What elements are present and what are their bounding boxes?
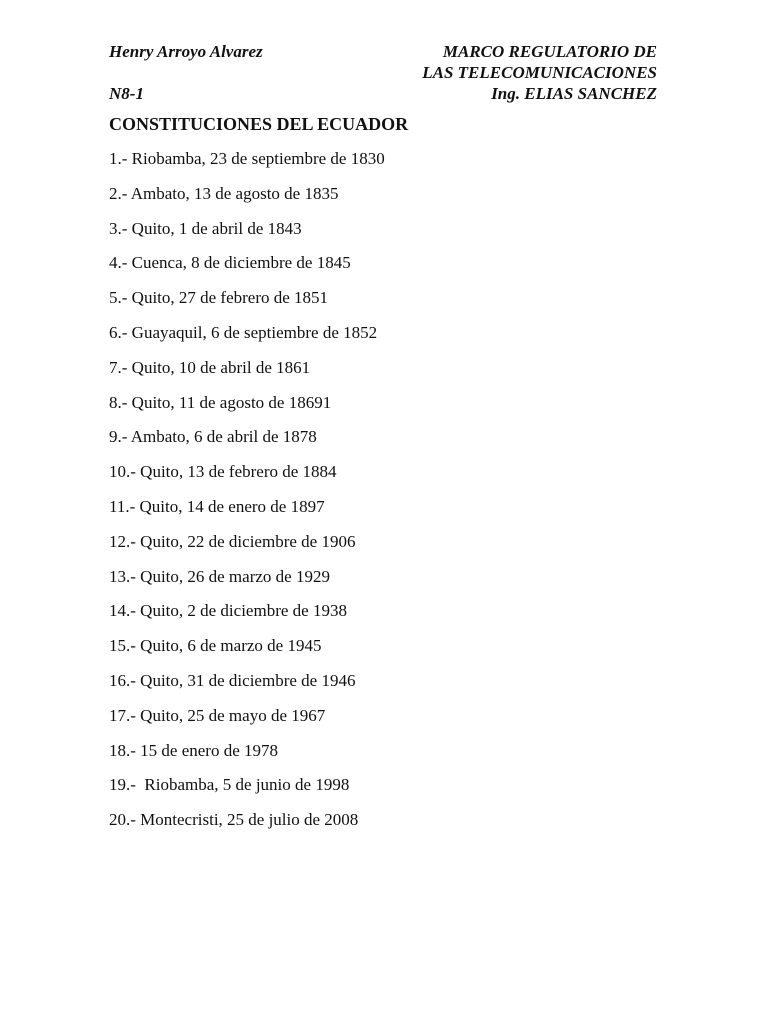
author-name: Henry Arroyo Alvarez (109, 42, 263, 61)
list-item: 14.- Quito, 2 de diciembre de 1938 (109, 601, 347, 621)
list-item: 6.- Guayaquil, 6 de septiembre de 1852 (109, 322, 378, 342)
course-header (422, 41, 657, 104)
document-code: N8-1 (109, 84, 144, 103)
document-title: CONSTITUCIONES DEL ECUADOR (109, 114, 409, 134)
course-title-line-2: LAS TELECOMUNICACIONES (422, 63, 657, 82)
constitutions-list (109, 148, 385, 844)
list-item: 13.- Quito, 26 de marzo de 1929 (109, 566, 330, 586)
list-item: 5.- Quito, 27 de febrero de 1851 (109, 288, 329, 308)
list-item: 20.- Montecristi, 25 de julio de 2008 (109, 810, 359, 830)
list-item: 3.- Quito, 1 de abril de 1843 (109, 218, 302, 238)
list-item: 8.- Quito, 11 de agosto de 18691 (109, 392, 332, 412)
list-item: 2.- Ambato, 13 de agosto de 1835 (109, 183, 339, 203)
course-title-line-1: MARCO REGULATORIO DE (442, 42, 657, 61)
instructor-name: Ing. ELIAS SANCHEZ (491, 84, 657, 103)
list-item: 19.- Riobamba, 5 de junio de 1998 (109, 775, 350, 795)
list-item: 17.- Quito, 25 de mayo de 1967 (109, 705, 326, 725)
list-item: 7.- Quito, 10 de abril de 1861 (109, 357, 311, 377)
list-item: 4.- Cuenca, 8 de diciembre de 1845 (109, 253, 351, 273)
list-item: 1.- Riobamba, 23 de septiembre de 1830 (109, 149, 385, 168)
list-item: 9.- Ambato, 6 de abril de 1878 (109, 427, 317, 447)
list-item: 10.- Quito, 13 de febrero de 1884 (109, 462, 337, 482)
list-item: 16.- Quito, 31 de diciembre de 1946 (109, 670, 356, 690)
list-item: 11.- Quito, 14 de enero de 1897 (109, 496, 325, 516)
list-item: 18.- 15 de enero de 1978 (109, 740, 279, 760)
list-item: 15.- Quito, 6 de marzo de 1945 (109, 636, 322, 656)
list-item: 12.- Quito, 22 de diciembre de 1906 (109, 531, 356, 551)
